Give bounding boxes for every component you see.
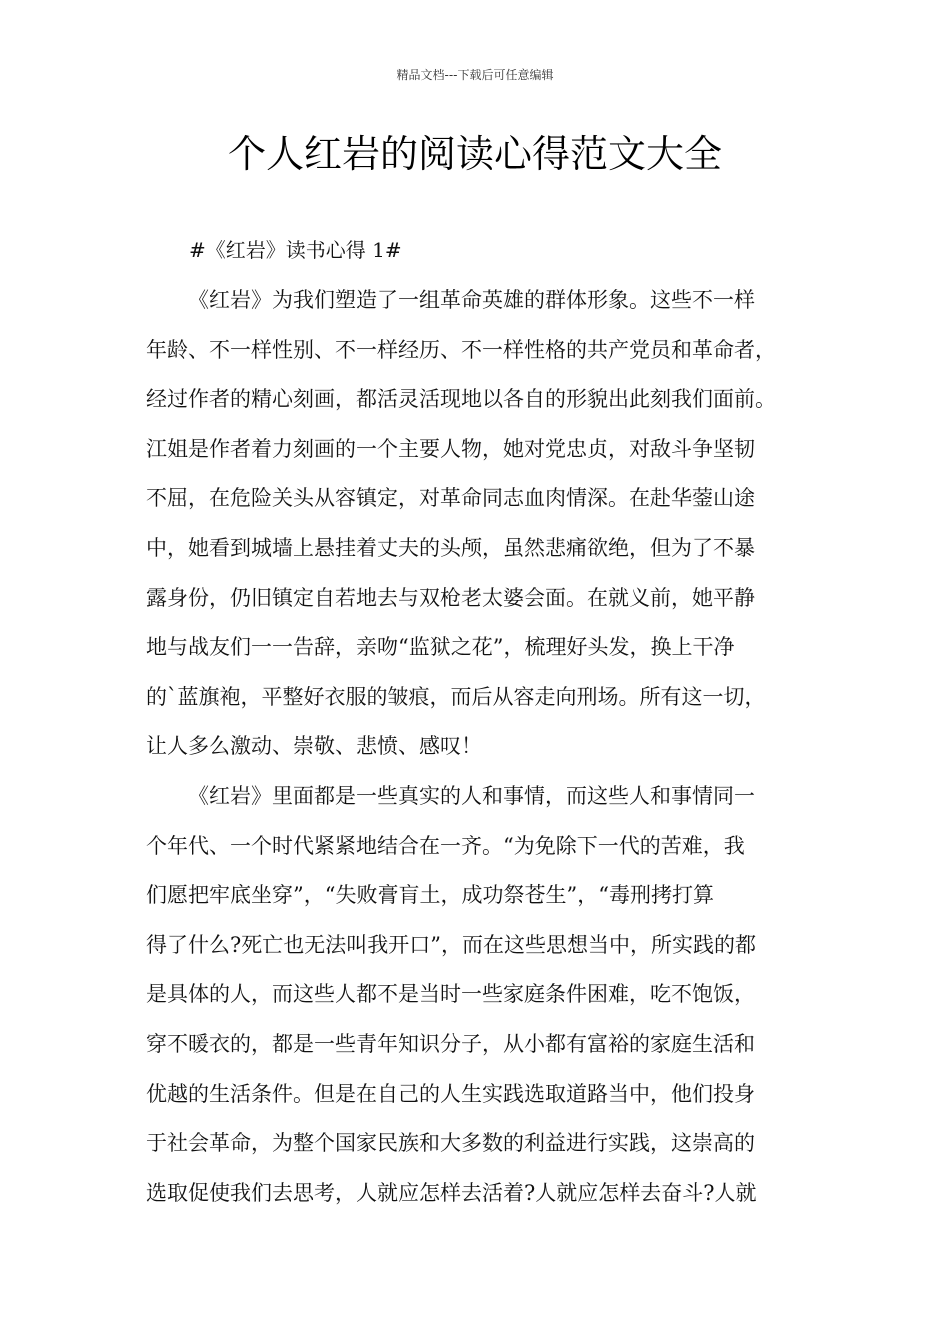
text-line: 优越的生活条件。但是在自己的人生实践选取道路当中，他们投身 [146, 1081, 755, 1106]
text-line: 江姐是作者着力刻画的一个主要人物，她对党忠贞，对敌斗争坚韧 [146, 436, 755, 461]
text-line: 《红岩》里面都是一些真实的人和事情，而这些人和事情同一 [188, 783, 755, 808]
body-text [146, 282, 826, 1224]
header-note: 精品文档---下载后可任意编辑 [396, 68, 554, 82]
text-line: 选取促使我们去思考，人就应怎样去活着?人就应怎样去奋斗?人就 [146, 1180, 757, 1205]
text-line: 年龄、不一样性别、不一样经历、不一样性格的共产党员和革命者， [146, 337, 776, 362]
text-line: 得了什么?死亡也无法叫我开口”，而在这些思想当中，所实践的都 [146, 932, 756, 957]
text-line: 们愿把牢底坐穿”，“失败膏肓土，成功祭苍生”，“毒刑拷打算 [146, 883, 714, 908]
text-line: 经过作者的精心刻画，都活灵活现地以各自的形貌出此刻我们面前。 [146, 387, 776, 412]
text-line: 地与战友们一一告辞，亲吻“监狱之花”，梳理好头发，换上干净 [146, 635, 735, 660]
text-line: 不屈，在危险关头从容镇定，对革命同志血肉情深。在赴华蓥山途 [146, 486, 755, 511]
document-title: 个人红岩的阅读心得范文大全 [227, 132, 722, 176]
text-line: 露身份，仍旧镇定自若地去与双枪老太婆会面。在就义前，她平静 [146, 585, 755, 610]
text-line: 是具体的人，而这些人都不是当时一些家庭条件困难，吃不饱饭， [146, 982, 755, 1007]
text-line: 的`蓝旗袍，平整好衣服的皱痕，而后从容走向刑场。所有这一切， [146, 684, 766, 709]
text-line: 个年代、一个时代紧紧地结合在一齐。“为免除下一代的苦难，我 [146, 833, 745, 858]
text-line: 《红岩》为我们塑造了一组革命英雄的群体形象。这些不一样 [188, 288, 755, 312]
text-line: 中，她看到城墙上悬挂着丈夫的头颅，虽然悲痛欲绝，但为了不暴 [146, 535, 755, 560]
text-line: 于社会革命，为整个国家民族和大多数的利益进行实践，这崇高的 [146, 1131, 755, 1156]
section-heading: #《红岩》读书心得 1# [189, 238, 402, 262]
text-line: 穿不暖衣的，都是一些青年知识分子，从小都有富裕的家庭生活和 [146, 1031, 755, 1056]
text-line: 让人多么激动、崇敬、悲愤、感叹！ [146, 734, 482, 759]
